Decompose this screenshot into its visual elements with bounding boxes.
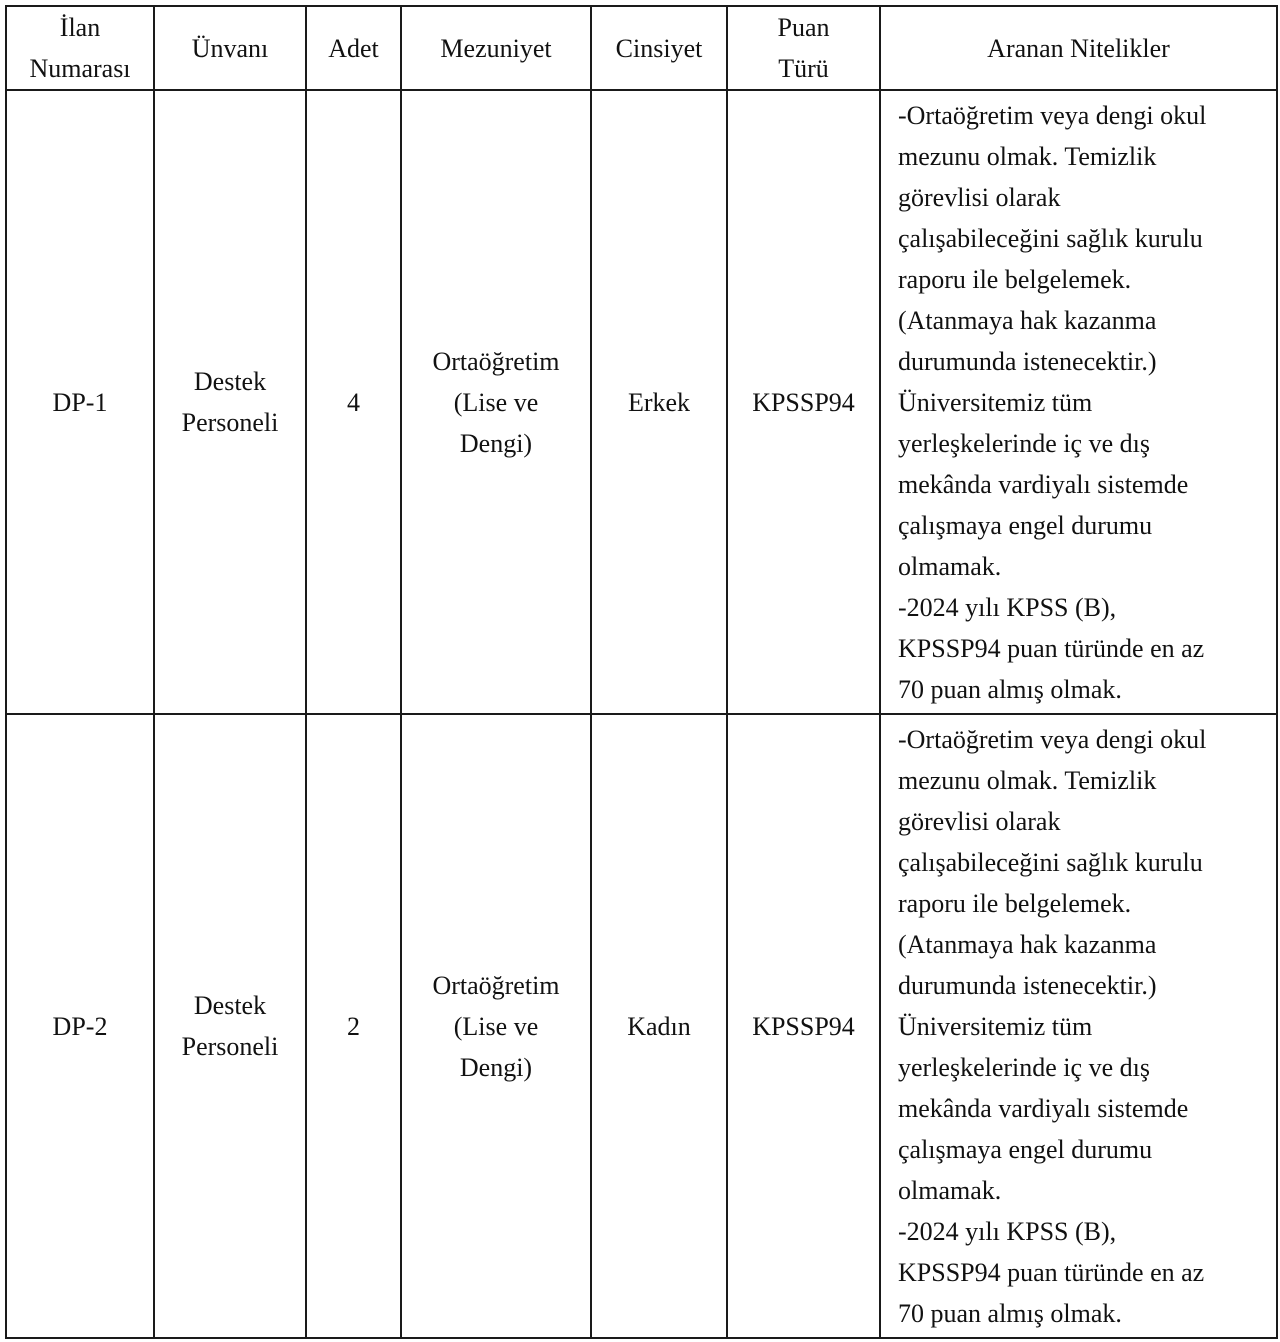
header-unvani-label: Ünvanı	[191, 33, 269, 63]
aranan-nitelikler-line: görevlisi olarak	[898, 806, 1061, 836]
aranan-nitelikler-line: mezunu olmak. Temizlik	[898, 141, 1157, 171]
cell-adet	[306, 714, 401, 1338]
aranan-nitelikler-line: yerleşkelerinde iç ve dış	[898, 1052, 1150, 1082]
cell-cinsiyet	[591, 714, 727, 1338]
adet-value: 2	[347, 1011, 360, 1041]
header-mezuniyet-label: Mezuniyet	[440, 33, 552, 63]
mezuniyet-line: Dengi)	[459, 1052, 533, 1082]
aranan-nitelikler-line: görevlisi olarak	[898, 182, 1061, 212]
header-adet-label: Adet	[328, 33, 379, 63]
cell-ilan-numarasi	[6, 714, 154, 1338]
aranan-nitelikler-line: (Atanmaya hak kazanma	[898, 929, 1157, 959]
cell-mezuniyet	[401, 714, 591, 1338]
header-cinsiyet	[591, 6, 727, 90]
header-ilan-numarasi-line: Numarası	[29, 54, 131, 83]
aranan-nitelikler-line: çalışmaya engel durumu	[898, 1134, 1153, 1164]
aranan-nitelikler-line: -Ortaöğretim veya dengi okul	[898, 724, 1207, 754]
header-ilan-numarasi-line: İlan	[59, 13, 101, 42]
header-unvani	[154, 6, 306, 90]
mezuniyet-line: Dengi)	[459, 428, 533, 458]
header-adet	[306, 6, 401, 90]
aranan-nitelikler-line: 70 puan almış olmak.	[898, 674, 1122, 704]
cell-unvani	[154, 90, 306, 714]
aranan-nitelikler-line: yerleşkelerinde iç ve dış	[898, 428, 1150, 458]
aranan-nitelikler-line: durumunda istenecektir.)	[898, 346, 1157, 376]
cell-cinsiyet	[591, 90, 727, 714]
table-row	[6, 714, 1277, 1338]
cell-ilan-numarasi	[6, 90, 154, 714]
aranan-nitelikler-line: mekânda vardiyalı sistemde	[898, 1093, 1189, 1123]
header-cinsiyet-label: Cinsiyet	[615, 33, 703, 63]
puan-turu-value: KPSSP94	[752, 1011, 855, 1041]
unvani-line: Destek	[193, 991, 267, 1020]
header-puan-turu-line: Puan	[777, 13, 830, 42]
ilan-numarasi-value: DP-1	[52, 387, 108, 417]
aranan-nitelikler-line: mezunu olmak. Temizlik	[898, 765, 1157, 795]
puan-turu-value: KPSSP94	[752, 387, 855, 417]
table-header-row	[6, 6, 1277, 90]
adet-value: 4	[347, 387, 360, 417]
aranan-nitelikler-line: Üniversitemiz tüm	[898, 387, 1093, 417]
aranan-nitelikler-line: olmamak.	[898, 1175, 1002, 1205]
header-mezuniyet	[401, 6, 591, 90]
aranan-nitelikler-line: -2024 yılı KPSS (B),	[898, 1216, 1117, 1246]
aranan-nitelikler-line: mekânda vardiyalı sistemde	[898, 469, 1189, 499]
aranan-nitelikler-line: raporu ile belgelemek.	[898, 264, 1132, 294]
aranan-nitelikler-line: çalışmaya engel durumu	[898, 510, 1153, 540]
cell-mezuniyet	[401, 90, 591, 714]
job-listing-table	[5, 5, 1278, 1339]
cell-puan-turu	[727, 714, 880, 1338]
aranan-nitelikler-line: raporu ile belgelemek.	[898, 888, 1132, 918]
cell-puan-turu	[727, 90, 880, 714]
unvani-line: Personeli	[181, 1032, 279, 1061]
unvani-line: Destek	[193, 367, 267, 396]
aranan-nitelikler-line: KPSSP94 puan türünde en az	[898, 633, 1205, 663]
mezuniyet-line: (Lise ve	[453, 387, 539, 417]
header-puan-turu	[727, 6, 880, 90]
aranan-nitelikler-line: çalışabileceğini sağlık kurulu	[898, 223, 1203, 253]
aranan-nitelikler-line: (Atanmaya hak kazanma	[898, 305, 1157, 335]
mezuniyet-line: Ortaöğretim	[432, 970, 560, 1000]
cinsiyet-value: Kadın	[627, 1011, 691, 1041]
aranan-nitelikler-line: KPSSP94 puan türünde en az	[898, 1257, 1205, 1287]
aranan-nitelikler-line: Üniversitemiz tüm	[898, 1011, 1093, 1041]
cinsiyet-value: Erkek	[627, 387, 691, 417]
header-ilan-numarasi	[6, 6, 154, 90]
aranan-nitelikler-line: -Ortaöğretim veya dengi okul	[898, 100, 1207, 130]
header-aranan-nitelikler	[880, 6, 1277, 90]
cell-aranan-nitelikler	[880, 714, 1277, 1338]
aranan-nitelikler-line: 70 puan almış olmak.	[898, 1298, 1122, 1328]
header-puan-turu-line: Türü	[778, 54, 829, 83]
cell-adet	[306, 90, 401, 714]
aranan-nitelikler-line: çalışabileceğini sağlık kurulu	[898, 847, 1203, 877]
mezuniyet-line: Ortaöğretim	[432, 346, 560, 376]
cell-aranan-nitelikler	[880, 90, 1277, 714]
unvani-line: Personeli	[181, 408, 279, 437]
header-aranan-nitelikler-label: Aranan Nitelikler	[987, 33, 1170, 63]
aranan-nitelikler-line: -2024 yılı KPSS (B),	[898, 592, 1117, 622]
aranan-nitelikler-line: durumunda istenecektir.)	[898, 970, 1157, 1000]
table-row	[6, 90, 1277, 714]
mezuniyet-line: (Lise ve	[453, 1011, 539, 1041]
ilan-numarasi-value: DP-2	[52, 1011, 108, 1041]
aranan-nitelikler-line: olmamak.	[898, 551, 1002, 581]
cell-unvani	[154, 714, 306, 1338]
